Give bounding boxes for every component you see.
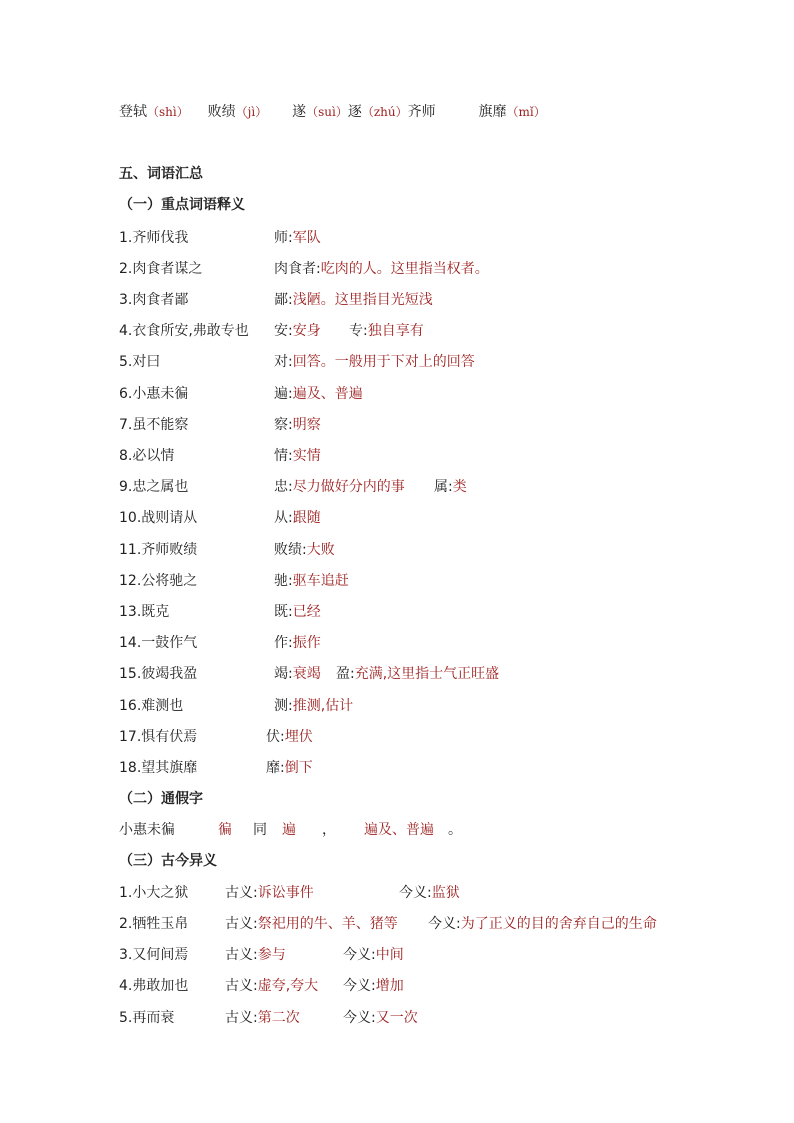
pron-word-6: 旗靡 <box>478 104 507 120</box>
vocab-body: 安身 <box>292 323 321 339</box>
vocab-explanation <box>274 384 363 404</box>
subsection-title-1: （一）重点词语释义 <box>119 197 245 213</box>
pron-word-3: 遂 <box>292 104 307 120</box>
pron-pinyin-3: （suì） <box>306 105 348 119</box>
vocab-body: 埋伏 <box>284 729 313 745</box>
vocab-phrase: 17.惧有伏焉 <box>119 729 198 745</box>
gujin-ancient <box>225 945 286 965</box>
gujin-ancient-value: 祭祀用的牛、羊、猪等 <box>257 916 398 932</box>
vocab-body: 浅陋。这里指目光短浅 <box>292 292 433 308</box>
gujin-phrase: 5.再而衰 <box>119 1010 175 1026</box>
vocab-head: 情: <box>274 448 293 464</box>
gujin-phrase: 2.牺牲玉帛 <box>119 916 189 932</box>
vocab-body: 遍及、普遍 <box>292 386 363 402</box>
vocab-explanation <box>274 321 321 341</box>
pron-pinyin-1: （shì） <box>147 105 189 119</box>
vocab-explanation <box>274 633 321 653</box>
vocab-explanation <box>434 477 467 497</box>
vocab-phrase: 5.对曰 <box>119 354 161 370</box>
vocab-explanation <box>274 540 335 560</box>
gujin-modern-value: 中间 <box>375 947 404 963</box>
gujin-modern-label: 今义: <box>343 1010 376 1026</box>
pron-word-1: 登轼 <box>119 104 147 120</box>
vocab-head: 遍: <box>274 386 293 402</box>
vocab-phrase: 7.虽不能察 <box>119 417 189 433</box>
vocab-body: 已经 <box>292 604 321 620</box>
vocab-head: 鄙: <box>274 292 293 308</box>
section-title: 五、词语汇总 <box>119 166 203 182</box>
vocab-phrase: 18.望其旗靡 <box>119 760 198 776</box>
vocab-head: 靡: <box>266 760 285 776</box>
vocab-body: 驱车追赶 <box>292 573 349 589</box>
vocab-body: 推测,估计 <box>292 698 354 714</box>
vocab-head: 从: <box>274 510 293 526</box>
gujin-ancient <box>225 914 398 934</box>
tongjia-end: 。 <box>448 822 462 838</box>
vocab-body: 振作 <box>292 635 321 651</box>
tongjia-tong: 同 <box>253 822 267 838</box>
pron-pinyin-6: （mǐ） <box>506 105 546 119</box>
tongjia-comma: ， <box>322 822 336 838</box>
tongjia-phrase: 小惠未徧 <box>119 822 175 838</box>
pronunciation-line <box>119 102 546 122</box>
vocab-phrase: 2.肉食者谋之 <box>119 261 203 277</box>
pron-word-2: 败绩 <box>207 104 236 120</box>
vocab-body: 回答。一般用于下对上的回答 <box>292 354 475 370</box>
gujin-modern-value: 监狱 <box>431 885 460 901</box>
vocab-phrase: 14.一鼓作气 <box>119 635 198 651</box>
gujin-modern <box>399 883 460 903</box>
vocab-head: 驰: <box>274 573 293 589</box>
gujin-modern-label: 今义: <box>343 978 376 994</box>
vocab-head: 属: <box>434 479 453 495</box>
vocab-head: 专: <box>349 323 368 339</box>
vocab-body: 倒下 <box>284 760 313 776</box>
vocab-head: 盈: <box>336 666 355 682</box>
vocab-explanation <box>266 727 313 747</box>
subsection-title-2: （二）通假字 <box>119 791 203 807</box>
pron-word-5: 齐师 <box>407 104 436 120</box>
vocab-phrase: 13.既克 <box>119 604 170 620</box>
gujin-ancient <box>225 1008 300 1028</box>
vocab-head: 败绩: <box>274 542 307 558</box>
gujin-phrase: 3.又何间焉 <box>119 947 189 963</box>
gujin-modern-label: 今义: <box>428 916 461 932</box>
gujin-ancient-label: 古义: <box>225 978 258 994</box>
vocab-head: 察: <box>274 417 293 433</box>
vocab-phrase: 8.必以情 <box>119 448 175 464</box>
vocab-head: 师: <box>274 230 293 246</box>
vocab-explanation <box>274 477 405 497</box>
vocab-explanation <box>274 415 321 435</box>
vocab-body: 明察 <box>292 417 321 433</box>
vocab-explanation <box>274 228 321 248</box>
vocab-body: 大败 <box>306 542 335 558</box>
gujin-ancient-label: 古义: <box>225 885 258 901</box>
pron-pinyin-4: （zhú） <box>361 105 408 119</box>
vocab-explanation <box>274 290 433 310</box>
gujin-modern <box>343 1008 418 1028</box>
gujin-modern-value: 为了正义的目的舍弃自己的生命 <box>460 916 657 932</box>
vocab-head: 安: <box>274 323 293 339</box>
gujin-modern-value: 增加 <box>375 978 404 994</box>
vocab-body: 衰竭 <box>292 666 321 682</box>
vocab-phrase: 15.彼竭我盈 <box>119 666 198 682</box>
vocab-head: 既: <box>274 604 293 620</box>
gujin-ancient-value: 参与 <box>257 947 286 963</box>
vocab-explanation <box>274 508 321 528</box>
gujin-ancient <box>225 883 314 903</box>
vocab-body: 充满,这里指士气正旺盛 <box>354 666 500 682</box>
gujin-ancient-label: 古义: <box>225 1010 258 1026</box>
vocab-phrase: 16.难测也 <box>119 698 184 714</box>
gujin-modern <box>343 976 404 996</box>
vocab-phrase: 1.齐师伐我 <box>119 230 189 246</box>
gujin-ancient-label: 古义: <box>225 916 258 932</box>
vocab-head: 忠: <box>274 479 293 495</box>
vocab-explanation <box>274 446 321 466</box>
gujin-ancient-label: 古义: <box>225 947 258 963</box>
vocab-body: 跟随 <box>292 510 321 526</box>
vocab-head: 肉食者: <box>274 261 321 277</box>
subsection-title-3: （三）古今异义 <box>119 853 217 869</box>
gujin-modern <box>428 914 657 934</box>
vocab-body: 实情 <box>292 448 321 464</box>
gujin-modern-label: 今义: <box>343 947 376 963</box>
vocab-phrase: 11.齐师败绩 <box>119 542 198 558</box>
vocab-head: 对: <box>274 354 293 370</box>
vocab-phrase: 6.小惠未徧 <box>119 386 189 402</box>
pron-pinyin-2: （jì） <box>235 105 268 119</box>
gujin-ancient-value: 虚夸,夸大 <box>257 978 319 994</box>
gujin-phrase: 4.弗敢加也 <box>119 978 189 994</box>
tongjia-char: 徧 <box>218 822 232 838</box>
gujin-ancient <box>225 976 318 996</box>
gujin-ancient-value: 诉讼事件 <box>257 885 314 901</box>
vocab-head: 伏: <box>266 729 285 745</box>
gujin-ancient-value: 第二次 <box>257 1010 300 1026</box>
gujin-modern-label: 今义: <box>399 885 432 901</box>
tongjia-with: 遍 <box>282 822 296 838</box>
vocab-head: 作: <box>274 635 293 651</box>
vocab-phrase: 4.衣食所安,弗敢专也 <box>119 323 249 339</box>
vocab-explanation <box>274 259 489 279</box>
vocab-body: 尽力做好分内的事 <box>292 479 405 495</box>
vocab-head: 竭: <box>274 666 293 682</box>
tongjia-meaning: 遍及、普遍 <box>364 822 434 838</box>
vocab-phrase: 3.肉食者鄙 <box>119 292 189 308</box>
vocab-explanation <box>274 696 353 716</box>
vocab-phrase: 10.战则请从 <box>119 510 198 526</box>
vocab-body: 军队 <box>292 230 321 246</box>
vocab-head: 测: <box>274 698 293 714</box>
vocab-explanation <box>274 352 475 372</box>
vocab-body: 吃肉的人。这里指当权者。 <box>320 261 489 277</box>
vocab-explanation <box>336 664 499 684</box>
vocab-phrase: 9.忠之属也 <box>119 479 189 495</box>
vocab-explanation <box>349 321 424 341</box>
vocab-explanation <box>266 758 313 778</box>
vocab-body: 类 <box>452 479 467 495</box>
vocab-explanation <box>274 571 349 591</box>
pron-word-4: 逐 <box>347 104 362 120</box>
vocab-body: 独自享有 <box>367 323 424 339</box>
vocab-explanation <box>274 602 321 622</box>
gujin-phrase: 1.小大之狱 <box>119 885 189 901</box>
gujin-modern-value: 又一次 <box>375 1010 418 1026</box>
vocab-phrase: 12.公将驰之 <box>119 573 198 589</box>
vocab-explanation <box>274 664 321 684</box>
gujin-modern <box>343 945 404 965</box>
